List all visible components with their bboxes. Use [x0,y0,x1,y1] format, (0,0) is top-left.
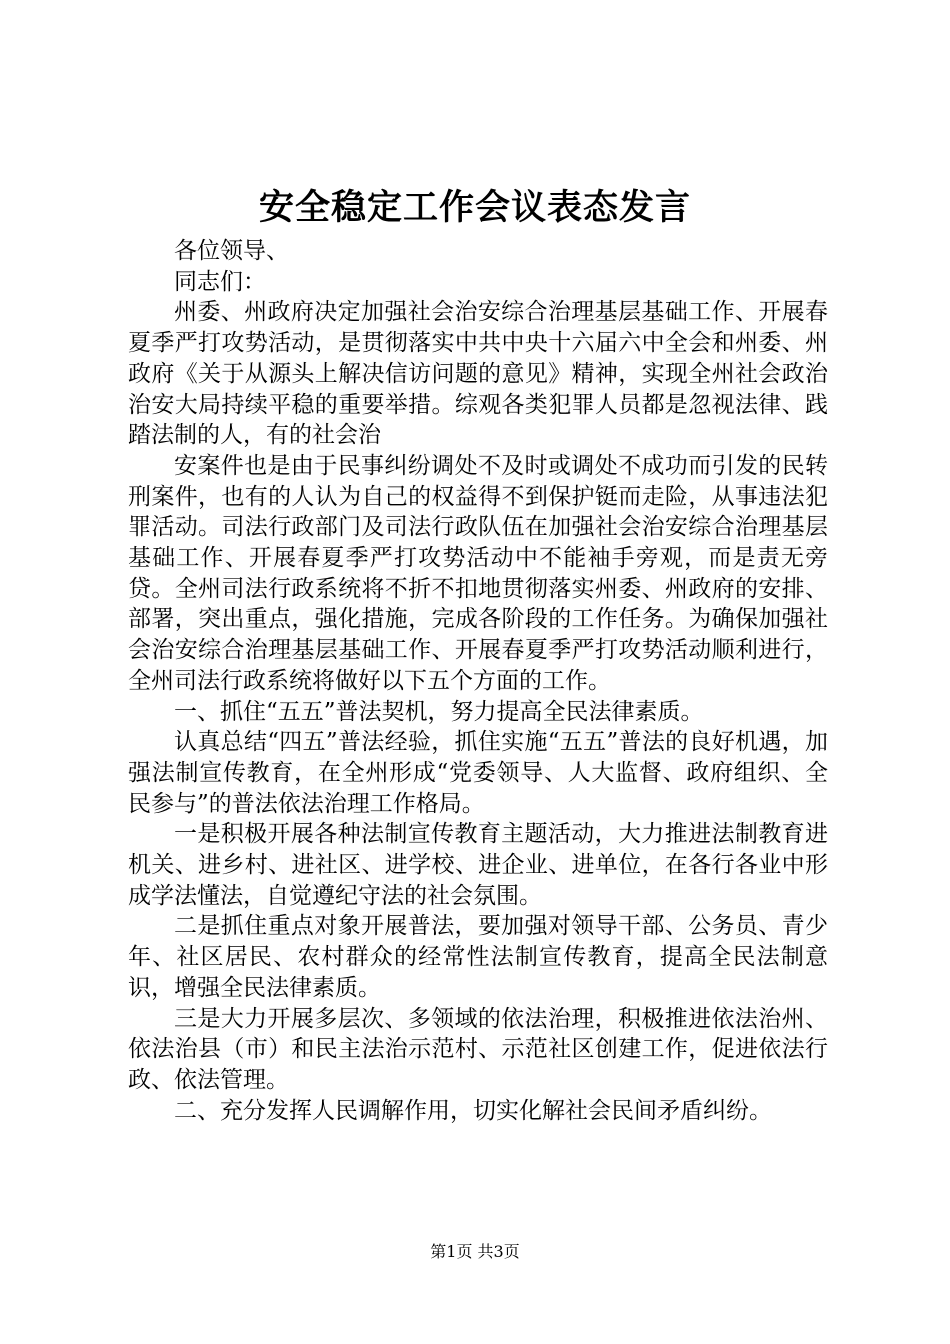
body-paragraph: 安案件也是由于民事纠纷调处不及时或调处不成功而引发的民转刑案件，也有的人认为自己的权益得不到保护铤而走险，从事违法犯罪活动。司法行政部门及司法行政队伍在加强社会治安综合治理基层基础工作、开展春夏季严打攻势活动中不能袖手旁观，而是责无旁贷。全州司法行政系统将不折不扣地贯彻落实州委、州政府的安排、部署，突出重点，强化措施，完成各阶段的工作任务。为确保加强社会治安综合治理基层基础工作、开展春夏季严打攻势活动顺利进行，全州司法行政系统将做好以下五个方面的工作。 [128,452,828,694]
document-title: 安全稳定工作会议表态发言 [258,187,691,228]
section-heading: 一、抓住“五五”普法契机，努力提高全民法律素质。 [174,698,704,725]
document-body [128,236,828,1126]
section-heading: 二、充分发挥人民调解作用，切实化解社会民间矛盾纠纷。 [174,1097,772,1124]
salutation-comrades: 同志们： [174,268,266,295]
body-paragraph: 州委、州政府决定加强社会治安综合治理基层基础工作、开展春夏季严打攻势活动，是贯彻落实中共中央十六届六中全会和州委、州政府《关于从源头上解决信访问题的意见》精神，实现全州社会政治治安大局持续平稳的重要举措。综观各类犯罪人员都是忽视法律、践踏法制的人，有的社会治 [128,299,828,449]
body-paragraph: 三是大力开展多层次、多领域的依法治理，积极推进依法治州、依法治县（市）和民主法治示范村、示范社区创建工作，促进依法行政、依法管理。 [128,1005,828,1093]
page-number-footer: 第1页 共3页 [430,1242,520,1261]
salutation-leaders: 各位领导、 [174,238,289,264]
body-paragraph: 二是抓住重点对象开展普法，要加强对领导干部、公务员、青少年、社区居民、农村群众的经常性法制宣传教育，提高全民法制意识，增强全民法律素质。 [128,913,828,1001]
body-paragraph: 认真总结“四五”普法经验，抓住实施“五五”普法的良好机遇，加强法制宣传教育，在全州形成“党委领导、人大监督、政府组织、全民参与”的普法依法治理工作格局。 [128,729,828,817]
body-paragraph: 一是积极开展各种法制宣传教育主题活动，大力推进法制教育进机关、进乡村、进社区、进学校、进企业、进单位，在各行各业中形成学法懂法，自觉遵纪守法的社会氛围。 [128,821,828,909]
